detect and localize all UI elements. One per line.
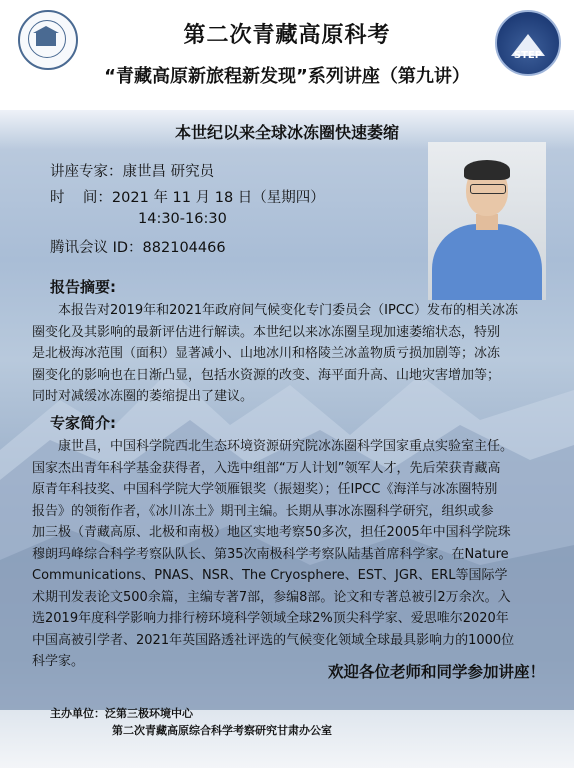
bio-line: 科学家。 <box>32 654 85 669</box>
page-title: 第二次青藏高原科考 <box>183 23 391 48</box>
abstract-line: 本报告对2019年和2021年政府间气候变化专门委员会（IPCC）发布的相关冰冻 <box>58 303 518 318</box>
bio-line: 中国高被引学者、2021年英国路透社评选的气候变化领域全球最具影响力的1000位 <box>32 632 515 648</box>
abstract-line: 是北极海冰范围（面积）显著减小、山地冰川和格陵兰冰盖物质亏损加剧等；冰冻 <box>32 346 501 361</box>
bio-line: 报告》的领衔作者，《冰川冻土》期刊主编。长期从事冰冻圈科学研究，组织或参 <box>32 503 494 519</box>
abstract-paragraph <box>32 300 544 408</box>
bio-line: 加三极（青藏高原、北极和南极）地区实地考察50多次，担任2005年中国科学院珠 <box>32 525 511 540</box>
speaker-photo <box>428 142 546 300</box>
abstract-heading: 报告摘要: <box>50 278 116 296</box>
speaker-line: 讲座专家：康世昌 研究员 <box>50 164 215 180</box>
abstract-line: 圈变化及其影响的最新评估进行解读。本世纪以来冰冻圈呈现加速萎缩状态，特别 <box>32 324 501 340</box>
time-line: 时 间：2021 年 11 月 18 日（星期四） <box>50 190 325 206</box>
abstract-line: 圈变化的影响也在日渐凸显，包括水资源的改变、海平面升高、山地灾害增加等； <box>32 367 501 383</box>
bio-paragraph <box>32 436 544 673</box>
bio-heading: 专家简介: <box>50 414 116 432</box>
meeting-id-line: 腾讯会议 ID：882104466 <box>50 240 226 256</box>
step-logo <box>495 10 561 76</box>
bio-line: 国家杰出青年科学基金获得者，入选中组部“万人计划”领军人才，先后荣获青藏高 <box>32 460 501 476</box>
organizer-secondary: 第二次青藏高原综合科学考察研究甘肃办公室 <box>112 724 332 737</box>
time-range: 14:30-16:30 <box>138 211 227 227</box>
organizer-primary: 主办单位：泛第三极环境中心 <box>50 707 193 720</box>
welcome-message: 欢迎各位老师和同学参加讲座！ <box>327 663 545 681</box>
bio-line: 原青年科技奖、中国科学院大学领雁银奖（振翅奖）；任IPCC《海洋与冰冻圈特别 <box>32 482 498 497</box>
bio-line: 穆朗玛峰综合科学考察队队长、第35次南极科学考察队陆基首席科学家。在Nature <box>32 546 509 562</box>
abstract-line: 同时对减缓冰冻圈的萎缩提出了建议。 <box>32 389 254 404</box>
header <box>0 0 574 110</box>
logo-text: STEP <box>513 50 543 61</box>
bio-line: 选2019年度科学影响力排行榜环境科学领域全球2%顶尖科学家、爱思唯尔2020年 <box>32 611 509 626</box>
bio-line: 术期刊发表论文500余篇，主编专著7部，参编8部。论文和专著总被引2万余次。入 <box>32 589 511 605</box>
lecture-topic: 本世纪以来全球冰冻圈快速萎缩 <box>174 123 399 142</box>
bio-line: 康世昌，中国科学院西北生态环境资源研究院冰冻圈科学国家重点实验室主任。 <box>58 439 514 454</box>
series-subtitle: “青藏高原新旅程新发现”系列讲座（第九讲） <box>104 66 470 87</box>
bio-line: Communications、PNAS、NSR、The Cryosphere、EST、JGR、ERL等国际学 <box>32 568 508 583</box>
